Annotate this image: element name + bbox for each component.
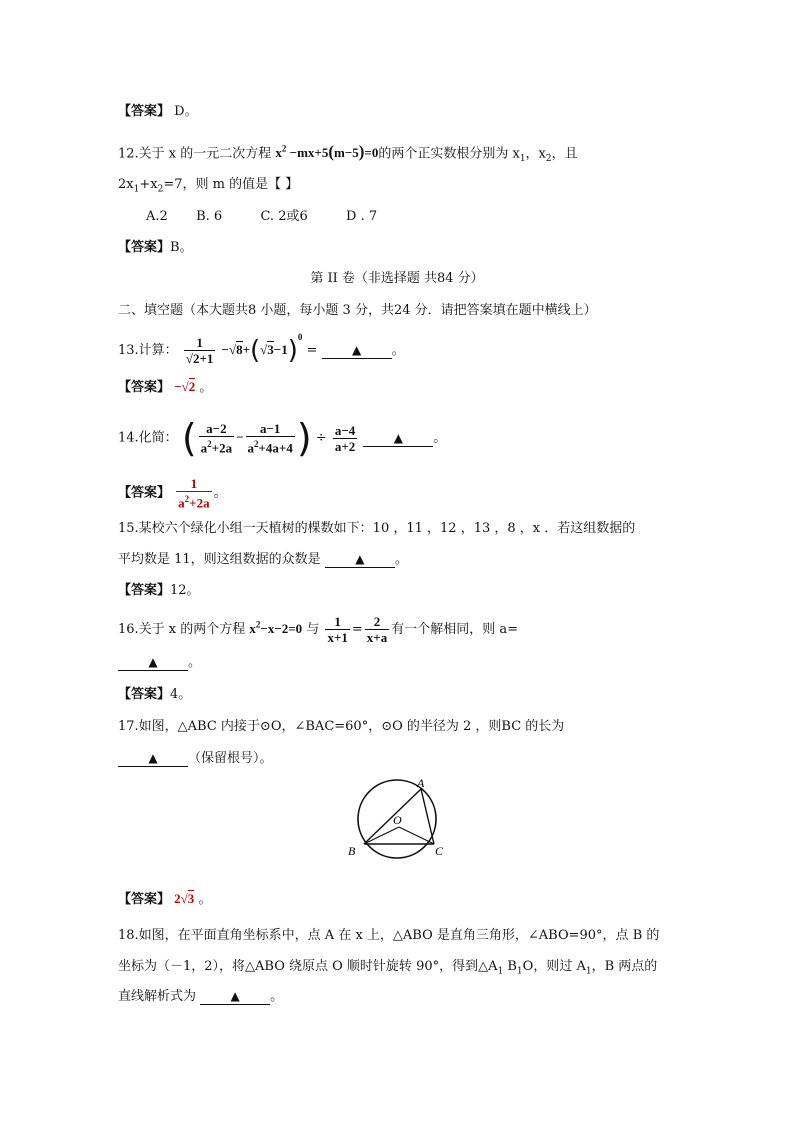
question-16-line2: ▲ 。 bbox=[118, 654, 201, 672]
label-b: B bbox=[348, 844, 356, 858]
segment-oc bbox=[399, 827, 434, 844]
answer-label: 【答案】 bbox=[118, 380, 171, 395]
option-d: D . 7 bbox=[346, 209, 378, 224]
answer-12 bbox=[118, 239, 193, 257]
answer-value: 4。 bbox=[170, 687, 192, 702]
equation: $x^2 -mx+5(m-5)=0$ bbox=[275, 142, 379, 162]
question-17-line2: ▲ （保留根号）。 bbox=[118, 750, 273, 768]
question-12-options bbox=[146, 208, 377, 226]
section-title: 第 II 卷（非选择题 共84 分） bbox=[310, 271, 484, 286]
answer-formula: −√2 bbox=[174, 379, 196, 394]
answer-blank[interactable] bbox=[118, 751, 188, 767]
equation: $x^2-x-2=0$ bbox=[249, 619, 303, 636]
answer-formula: $\frac{1}{a^2+2a}$ bbox=[178, 476, 210, 511]
answer-value: D。 bbox=[174, 104, 198, 119]
answer-13: 【答案】 −√2 。 bbox=[118, 379, 213, 395]
answer-15 bbox=[118, 582, 200, 600]
label-a: A bbox=[417, 776, 425, 790]
triangle-icon: ▲ bbox=[230, 989, 240, 1003]
question-15-line2: 平均数是 11，则这组数据的众数是 ▲ 。 bbox=[118, 552, 408, 567]
answer-label: 【答案】 bbox=[118, 583, 171, 598]
circle-triangle-figure bbox=[342, 772, 452, 862]
question-18: 18.如图，在平面直角坐标系中，点 A 在 x 上，△ABO 是直角三角形，∠ABO=90°，点 B 的 bbox=[118, 928, 660, 943]
answer-label: 【答案】 bbox=[118, 892, 171, 907]
answer-value: 12。 bbox=[170, 583, 200, 598]
answer-blank[interactable] bbox=[200, 989, 270, 1005]
fraction: $\frac{1}{√2+1}$ bbox=[185, 335, 214, 366]
label-c: C bbox=[435, 844, 444, 858]
part-heading: 二、填空题（本大题共8 小题，每小题 3 分，共24 分．请把答案填在题中横线上） bbox=[118, 303, 597, 318]
answer-label: 【答案】 bbox=[118, 485, 171, 501]
question-17: 17.如图，△ABC 内接于⊙O，∠BAC=60°，⊙O 的半径为 2 ，则BC 的长为 bbox=[118, 719, 565, 734]
option-b: B. 6 bbox=[196, 209, 223, 224]
answer-label: 【答案】 bbox=[118, 104, 171, 119]
option-a: A.2 bbox=[146, 209, 168, 224]
question-18-line3: 直线解析式为 ▲ 。 bbox=[118, 989, 284, 1004]
question-15: 15.某校六个绿化小组一天植树的棵数如下：10 ，11 ，12 ，13 ，8 ，x ．若这组数据的 bbox=[118, 521, 636, 536]
answer-17: 【答案】 2√3 。 bbox=[118, 891, 212, 907]
answer-blank[interactable] bbox=[118, 655, 188, 671]
label-o: O bbox=[393, 813, 402, 827]
question-12-line2: $2x_1+x_2=7$，则 m 的值是【 】 bbox=[118, 177, 299, 195]
answer-14: 【答案】 $\frac{1}{a^2+2a}$ 。 bbox=[118, 476, 227, 511]
question-12: 12.关于 x 的一元二次方程 $x^2 -mx+5(m-5)=0$的两个正实数根分别为 $x_1$，$x_2$，且 bbox=[118, 142, 578, 164]
answer-blank[interactable] bbox=[325, 552, 395, 568]
triangle-icon: ▲ bbox=[148, 751, 158, 765]
question-18-line2: 坐标为（－1，2），将△ABO 绕原点 O 顺时针旋转 90°，得到$\triangle A_1$ $B_1O$，则过 $A_1$，B 两点的 bbox=[118, 959, 658, 977]
triangle-icon: ▲ bbox=[351, 343, 362, 357]
answer-label: 【答案】 bbox=[118, 687, 171, 702]
answer-blank[interactable] bbox=[363, 431, 433, 447]
triangle-icon: ▲ bbox=[393, 430, 404, 445]
triangle-icon: ▲ bbox=[148, 655, 158, 669]
question-13: 13.计算： $\frac{1}{√2+1}$ $-√8+(√3-1)^0$ = ▲ 。 bbox=[118, 332, 405, 366]
answer-value: B。 bbox=[170, 240, 193, 255]
answer-blank[interactable] bbox=[322, 343, 392, 359]
question-14: 14.化简： ( $\frac{a-2}{a^2+2a}$ − $\frac{a-1}{a^2+4a+4}$ ) ÷ $\frac{a-4}{a+2}$ ▲ 。 bbox=[118, 416, 447, 461]
segment-ob bbox=[364, 827, 399, 844]
answer-16 bbox=[118, 686, 191, 704]
question-16: 16.关于 x 的两个方程 $x^2-x-2=0$ 与 $\frac{1}{x+1}$ = $\frac{2}{x+a}$ 有一个解相同，则 a= bbox=[118, 614, 518, 645]
triangle-icon: ▲ bbox=[355, 552, 365, 566]
answer-label: 【答案】 bbox=[118, 240, 171, 255]
segment-ac bbox=[421, 789, 434, 844]
answer-11 bbox=[118, 103, 198, 121]
option-c: C. 2或6 bbox=[260, 209, 308, 224]
answer-formula: 2√3 bbox=[174, 891, 195, 906]
